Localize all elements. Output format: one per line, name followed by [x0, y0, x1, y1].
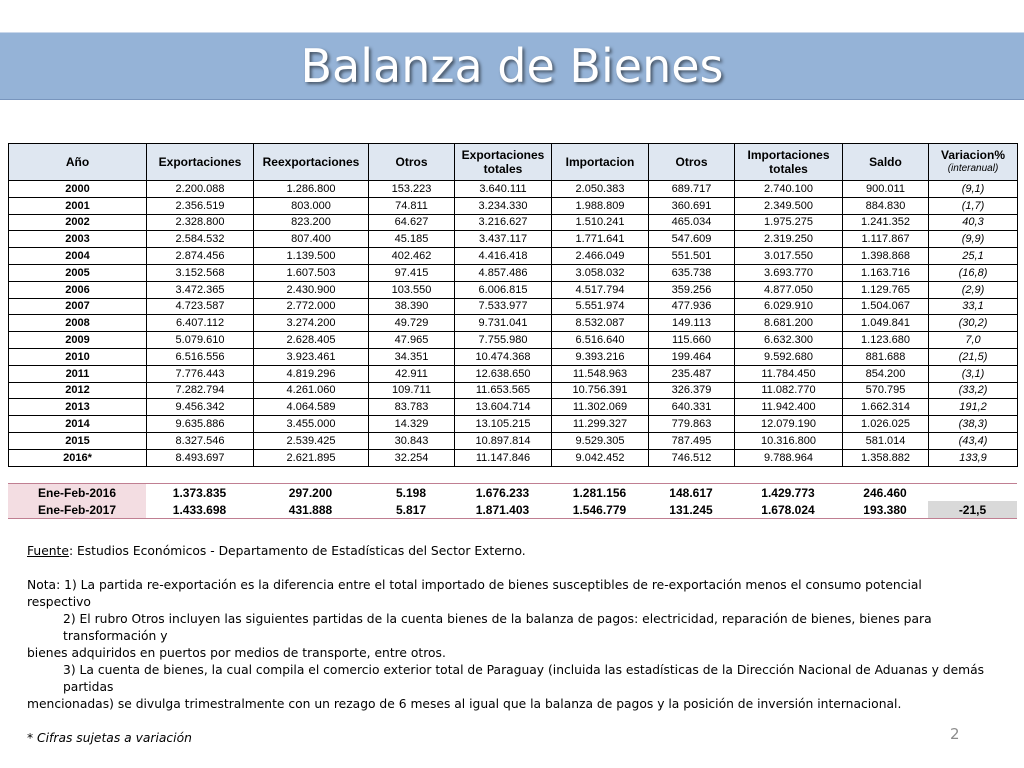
fuente-line	[27, 543, 987, 560]
table-cell: 30.843	[369, 432, 455, 449]
table-cell: 2.539.425	[254, 432, 369, 449]
summary-cell: 1.871.403	[454, 501, 551, 519]
table-cell: 1.662.314	[843, 399, 929, 416]
summary-cell: 431.888	[253, 501, 368, 519]
page-number: 2	[950, 725, 960, 743]
summary-cell	[928, 484, 1017, 502]
table-cell: 3.234.330	[455, 197, 552, 214]
table-cell: 402.462	[369, 248, 455, 265]
table-cell: 2015	[9, 432, 147, 449]
notes-block	[27, 543, 987, 747]
table-cell: 2.584.532	[147, 231, 254, 248]
table-cell: 7.776.443	[147, 365, 254, 382]
table-cell: 115.660	[649, 332, 735, 349]
table-cell: 45.185	[369, 231, 455, 248]
summary-cell: 1.678.024	[734, 501, 842, 519]
table-cell: 551.501	[649, 248, 735, 265]
table-cell: 3.274.200	[254, 315, 369, 332]
table-row	[9, 181, 1018, 198]
table-cell: 12.638.650	[455, 365, 552, 382]
fuente-label: Fuente	[27, 544, 69, 558]
table-cell: 4.819.296	[254, 365, 369, 382]
summary-cell: 297.200	[253, 484, 368, 502]
table-row	[9, 264, 1018, 281]
table-cell: 9.788.964	[735, 449, 843, 466]
table-cell: 2.430.900	[254, 281, 369, 298]
header-reexportaciones: Reexportaciones	[254, 144, 369, 181]
table-cell: 199.464	[649, 348, 735, 365]
table-cell: 4.261.060	[254, 382, 369, 399]
table-cell: 2.874.456	[147, 248, 254, 265]
header-importacion: Importacion	[552, 144, 649, 181]
table-row	[9, 382, 1018, 399]
table-cell: 2.349.500	[735, 197, 843, 214]
summary-cell: -21,5	[928, 501, 1017, 519]
table-cell: 2016*	[9, 449, 147, 466]
table-cell: 4.877.050	[735, 281, 843, 298]
nota-2-cont: bienes adquiridos en puertos por medios de transporte, entre otros.	[27, 646, 446, 660]
table-cell: 2000	[9, 181, 147, 198]
table-cell: 2010	[9, 348, 147, 365]
table-header-row	[9, 144, 1018, 181]
table-cell: 1.398.868	[843, 248, 929, 265]
table-cell: 3.058.032	[552, 264, 649, 281]
table-cell: 3.472.365	[147, 281, 254, 298]
table-cell: 3.017.550	[735, 248, 843, 265]
table-cell: 2011	[9, 365, 147, 382]
table-cell: 1.771.641	[552, 231, 649, 248]
table-cell: 32.254	[369, 449, 455, 466]
nota-3-cont: mencionadas) se divulga trimestralmente con un rezago de 6 meses al igual que la balanza de pagos y la posición de inversión internacional.	[27, 697, 902, 711]
table-cell: 2004	[9, 248, 147, 265]
table-cell: 38.390	[369, 298, 455, 315]
table-row	[9, 281, 1018, 298]
table-cell: 9.456.342	[147, 399, 254, 416]
table-cell: 25,1	[929, 248, 1018, 265]
table-row	[9, 231, 1018, 248]
summary-cell: 1.281.156	[551, 484, 648, 502]
table-cell: 4.064.589	[254, 399, 369, 416]
table-cell: 11.548.963	[552, 365, 649, 382]
table-cell: 2013	[9, 399, 147, 416]
table-cell: 2005	[9, 264, 147, 281]
table-cell: 1.163.716	[843, 264, 929, 281]
summary-body	[8, 484, 1017, 519]
table-cell: 2009	[9, 332, 147, 349]
table-cell: 1.123.680	[843, 332, 929, 349]
table-cell: 133,9	[929, 449, 1018, 466]
table-cell: 2.628.405	[254, 332, 369, 349]
table-cell: 12.079.190	[735, 416, 843, 433]
table-row	[9, 298, 1018, 315]
table-cell: 884.830	[843, 197, 929, 214]
table-cell: (33,2)	[929, 382, 1018, 399]
summary-cell: Ene-Feb-2016	[8, 484, 146, 502]
table-cell: 1.504.067	[843, 298, 929, 315]
header-exportaciones: Exportaciones	[147, 144, 254, 181]
table-cell: 635.738	[649, 264, 735, 281]
table-cell: 823.200	[254, 214, 369, 231]
summary-table	[8, 483, 1017, 519]
table-row	[9, 348, 1018, 365]
nota-1: Nota: 1) La partida re-exportación es la diferencia entre el total importado de bienes susceptibles de re-exportación menos el consumo potencial respectivo	[27, 578, 922, 609]
table-cell: 1.049.841	[843, 315, 929, 332]
table-cell: 49.729	[369, 315, 455, 332]
table-cell: 3.640.111	[455, 181, 552, 198]
table-cell: 3.216.627	[455, 214, 552, 231]
table-row	[9, 416, 1018, 433]
header-anio: Año	[9, 144, 147, 181]
table-cell: (16,8)	[929, 264, 1018, 281]
table-cell: (2,9)	[929, 281, 1018, 298]
table-cell: (3,1)	[929, 365, 1018, 382]
table-cell: 6.632.300	[735, 332, 843, 349]
table-cell: 4.416.418	[455, 248, 552, 265]
table-cell: 326.379	[649, 382, 735, 399]
table-cell: 3.923.461	[254, 348, 369, 365]
table-cell: 7.533.977	[455, 298, 552, 315]
table-cell: 2.621.895	[254, 449, 369, 466]
table-row	[9, 432, 1018, 449]
table-cell: 14.329	[369, 416, 455, 433]
table-cell: 4.857.486	[455, 264, 552, 281]
table-cell: 97.415	[369, 264, 455, 281]
table-cell: 547.609	[649, 231, 735, 248]
table-cell: 3.455.000	[254, 416, 369, 433]
table-cell: 8.681.200	[735, 315, 843, 332]
balance-table	[8, 143, 1018, 467]
table-cell: 2.319.250	[735, 231, 843, 248]
summary-cell: Ene-Feb-2017	[8, 501, 146, 519]
table-cell: 11.942.400	[735, 399, 843, 416]
table-cell: (43,4)	[929, 432, 1018, 449]
summary-cell: 5.198	[368, 484, 454, 502]
summary-cell: 5.817	[368, 501, 454, 519]
table-cell: 1.129.765	[843, 281, 929, 298]
table-cell: 10.756.391	[552, 382, 649, 399]
table-cell: 746.512	[649, 449, 735, 466]
table-cell: 1.607.503	[254, 264, 369, 281]
summary-cell: 1.546.779	[551, 501, 648, 519]
table-cell: 74.811	[369, 197, 455, 214]
table-cell: (30,2)	[929, 315, 1018, 332]
table-cell: 109.711	[369, 382, 455, 399]
table-cell: 191,2	[929, 399, 1018, 416]
header-otros-exp: Otros	[369, 144, 455, 181]
table-cell: 9.731.041	[455, 315, 552, 332]
table-cell: 6.029.910	[735, 298, 843, 315]
summary-cell: 148.617	[648, 484, 734, 502]
header-variacion-sub: (interanual)	[947, 163, 999, 174]
table-cell: (9,1)	[929, 181, 1018, 198]
table-cell: 47.965	[369, 332, 455, 349]
table-cell: 2.466.049	[552, 248, 649, 265]
table-cell: 2.050.383	[552, 181, 649, 198]
table-cell: 3.693.770	[735, 264, 843, 281]
table-cell: 7.282.794	[147, 382, 254, 399]
table-cell: 2012	[9, 382, 147, 399]
table-cell: 640.331	[649, 399, 735, 416]
table-cell: 787.495	[649, 432, 735, 449]
table-cell: 153.223	[369, 181, 455, 198]
table-cell: 64.627	[369, 214, 455, 231]
table-row	[9, 315, 1018, 332]
table-cell: 803.000	[254, 197, 369, 214]
table-cell: 570.795	[843, 382, 929, 399]
table-cell: 1.026.025	[843, 416, 929, 433]
table-cell: 13.105.215	[455, 416, 552, 433]
summary-cell: 131.245	[648, 501, 734, 519]
table-row	[9, 214, 1018, 231]
header-importaciones-totales: Importaciones totales	[735, 144, 843, 181]
table-cell: 83.783	[369, 399, 455, 416]
table-cell: 1.286.800	[254, 181, 369, 198]
header-otros-imp: Otros	[649, 144, 735, 181]
table-cell: 359.256	[649, 281, 735, 298]
summary-cell: 1.433.698	[146, 501, 253, 519]
table-cell: 465.034	[649, 214, 735, 231]
table-cell: 2003	[9, 231, 147, 248]
table-cell: 581.014	[843, 432, 929, 449]
table-cell: 360.691	[649, 197, 735, 214]
table-cell: 2.356.519	[147, 197, 254, 214]
summary-cell: 1.373.835	[146, 484, 253, 502]
table-cell: (9,9)	[929, 231, 1018, 248]
table-row	[9, 248, 1018, 265]
summary-row	[8, 484, 1017, 502]
table-cell: 900.011	[843, 181, 929, 198]
table-cell: 2.740.100	[735, 181, 843, 198]
table-cell: 2008	[9, 315, 147, 332]
table-cell: 2006	[9, 281, 147, 298]
table-cell: 11.653.565	[455, 382, 552, 399]
header-variacion-label: Variacion%	[940, 148, 1006, 162]
table-cell: 3.152.568	[147, 264, 254, 281]
table-cell: 2001	[9, 197, 147, 214]
table-cell: 1.139.500	[254, 248, 369, 265]
table-cell: 5.079.610	[147, 332, 254, 349]
table-cell: 5.551.974	[552, 298, 649, 315]
table-cell: 9.635.886	[147, 416, 254, 433]
table-cell: 807.400	[254, 231, 369, 248]
table-cell: 9.592.680	[735, 348, 843, 365]
table-cell: 34.351	[369, 348, 455, 365]
table-cell: 2007	[9, 298, 147, 315]
table-row	[9, 197, 1018, 214]
cifras-note: * Cifras sujetas a variación	[27, 731, 192, 745]
summary-row	[8, 501, 1017, 519]
table-cell: 2014	[9, 416, 147, 433]
table-cell: 2.772.000	[254, 298, 369, 315]
table-cell: 1.117.867	[843, 231, 929, 248]
table-cell: 13.604.714	[455, 399, 552, 416]
table-cell: 42.911	[369, 365, 455, 382]
table-cell: 477.936	[649, 298, 735, 315]
table-cell: 6.516.640	[552, 332, 649, 349]
table-cell: 11.299.327	[552, 416, 649, 433]
table-cell: 9.529.305	[552, 432, 649, 449]
header-variacion	[929, 144, 1018, 181]
table-body	[9, 181, 1018, 467]
table-cell: 235.487	[649, 365, 735, 382]
table-cell: 2002	[9, 214, 147, 231]
table-cell: 103.550	[369, 281, 455, 298]
table-cell: 4.517.794	[552, 281, 649, 298]
table-cell: 779.863	[649, 416, 735, 433]
table-cell: 689.717	[649, 181, 735, 198]
table-cell: (38,3)	[929, 416, 1018, 433]
table-cell: 881.688	[843, 348, 929, 365]
nota-2: 2) El rubro Otros incluyen las siguientes partidas de la cuenta bienes de la balanza de pagos: electricidad, reparación de bienes, bienes para transformación y	[63, 612, 932, 643]
table-cell: 7.755.980	[455, 332, 552, 349]
summary-cell: 1.676.233	[454, 484, 551, 502]
table-cell: 1.358.882	[843, 449, 929, 466]
table-cell: 854.200	[843, 365, 929, 382]
table-cell: 2.200.088	[147, 181, 254, 198]
table-cell: 6.407.112	[147, 315, 254, 332]
table-cell: 8.327.546	[147, 432, 254, 449]
table-cell: 9.393.216	[552, 348, 649, 365]
table-cell: 10.897.814	[455, 432, 552, 449]
table-cell: 11.784.450	[735, 365, 843, 382]
table-cell: 3.437.117	[455, 231, 552, 248]
summary-cell: 1.429.773	[734, 484, 842, 502]
header-saldo: Saldo	[843, 144, 929, 181]
table-cell: 6.516.556	[147, 348, 254, 365]
table-cell: 1.975.275	[735, 214, 843, 231]
nota-3: 3) La cuenta de bienes, la cual compila el comercio exterior total de Paraguay (incluida las estadísticas de la Dirección Nacional de Aduanas y demás partidas	[63, 663, 985, 694]
table-cell: 10.474.368	[455, 348, 552, 365]
table-cell: 7,0	[929, 332, 1018, 349]
table-cell: 11.302.069	[552, 399, 649, 416]
summary-cell: 246.460	[842, 484, 928, 502]
table-cell: (21,5)	[929, 348, 1018, 365]
table-cell: 6.006.815	[455, 281, 552, 298]
table-row	[9, 365, 1018, 382]
table-cell: 1.988.809	[552, 197, 649, 214]
table-cell: 2.328.800	[147, 214, 254, 231]
table-cell: (1,7)	[929, 197, 1018, 214]
table-cell: 149.113	[649, 315, 735, 332]
table-cell: 8.532.087	[552, 315, 649, 332]
table-cell: 10.316.800	[735, 432, 843, 449]
summary-cell: 193.380	[842, 501, 928, 519]
header-exportaciones-totales: Exportaciones totales	[455, 144, 552, 181]
table-cell: 33,1	[929, 298, 1018, 315]
table-row	[9, 332, 1018, 349]
table-row	[9, 399, 1018, 416]
table-cell: 1.510.241	[552, 214, 649, 231]
table-cell: 1.241.352	[843, 214, 929, 231]
table-cell: 40,3	[929, 214, 1018, 231]
table-cell: 11.147.846	[455, 449, 552, 466]
slide-title: Balanza de Bienes	[300, 39, 724, 93]
table-cell: 9.042.452	[552, 449, 649, 466]
table-cell: 8.493.697	[147, 449, 254, 466]
fuente-text: : Estudios Económicos - Departamento de Estadísticas del Sector Externo.	[68, 544, 526, 558]
table-row	[9, 449, 1018, 466]
table-cell: 11.082.770	[735, 382, 843, 399]
table-cell: 4.723.587	[147, 298, 254, 315]
